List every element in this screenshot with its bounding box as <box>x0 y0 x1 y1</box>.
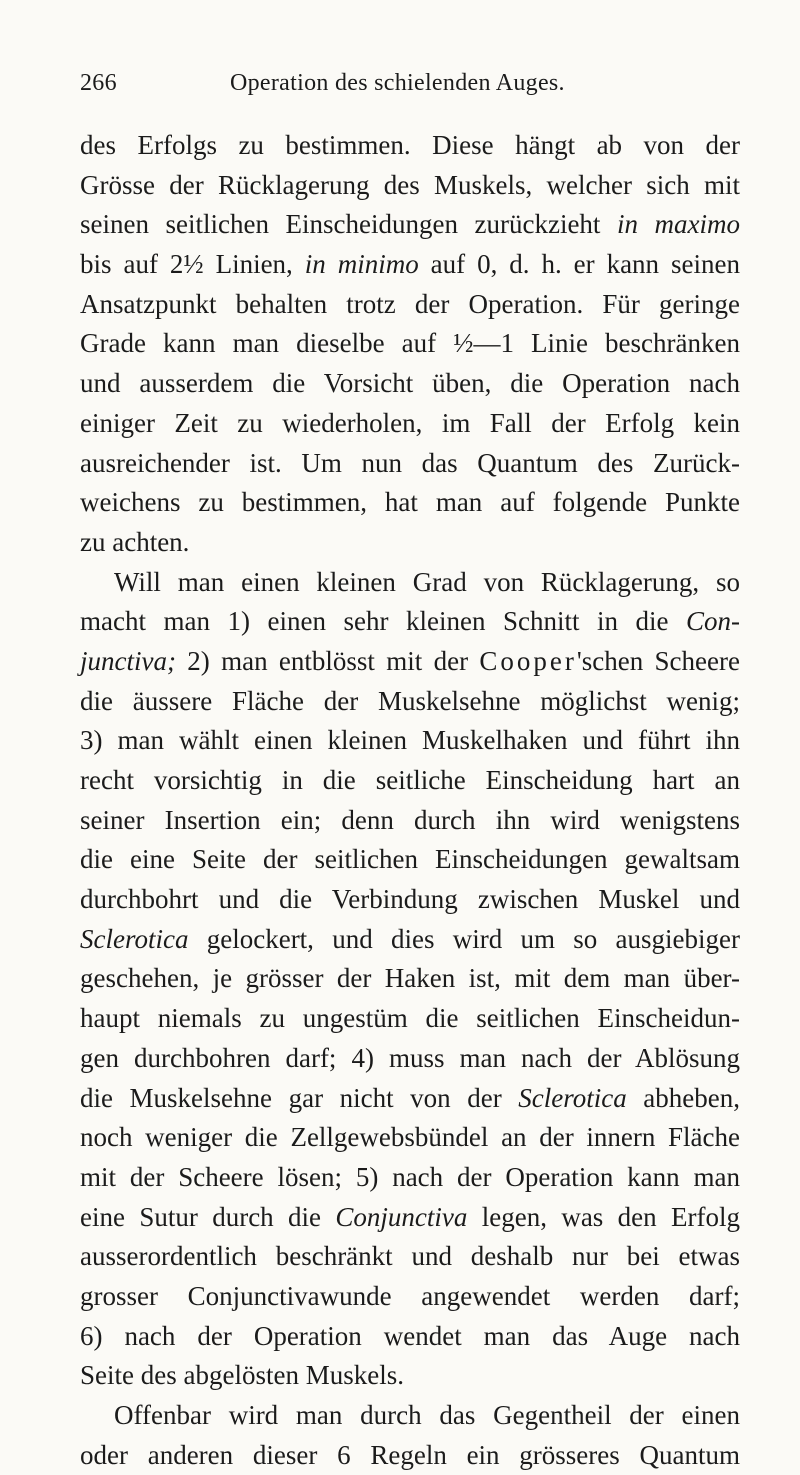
text-line <box>80 245 740 285</box>
text-line <box>80 959 740 999</box>
line-text: Will man einen kleinen Grad von Rücklagerung, so <box>114 566 740 597</box>
line-text: 3) man wählt einen kleinen Muskelhaken und führt ihn <box>80 725 740 756</box>
text-line <box>80 801 740 841</box>
line-text: seinen seitlichen Einscheidungen zurückzieht <box>80 209 617 240</box>
line-text: geschehen, je grösser der Haken ist, mit dem man über- <box>80 963 740 994</box>
italic-term: Conjunctiva <box>335 1201 468 1232</box>
line-text: oder anderen dieser 6 Regeln ein grösseres Quantum <box>80 1439 740 1470</box>
text-line <box>80 1277 740 1317</box>
page-header <box>80 70 740 116</box>
spaced-name: Cooper <box>479 645 577 676</box>
line-text: durchbohrt und die Verbindung zwischen Muskel und <box>80 884 740 915</box>
text-line <box>80 444 740 484</box>
text-line <box>80 1198 740 1238</box>
text-line <box>80 1436 740 1475</box>
line-text: eine Sutur durch die <box>80 1201 336 1232</box>
text-line <box>80 880 740 920</box>
italic-term: junctiva; <box>80 645 176 676</box>
text-line <box>80 1039 740 1079</box>
italic-term: in maximo <box>616 209 741 240</box>
text-line <box>80 563 740 603</box>
text-line <box>80 721 740 761</box>
line-text: zu achten. <box>80 526 190 557</box>
text-line <box>80 1118 740 1158</box>
line-text: 2) man entblösst mit der <box>175 645 480 676</box>
text-line <box>80 1317 740 1357</box>
line-text: seiner Insertion ein; denn durch ihn wird wenigstens <box>80 804 740 835</box>
line-text: die äussere Fläche der Muskelsehne möglichst wenig; <box>80 685 740 716</box>
text-line <box>80 642 740 682</box>
line-text: mit der Scheere lösen; 5) nach der Operation kann man <box>80 1161 740 1192</box>
text-line <box>80 483 740 523</box>
line-text: Offenbar wird man durch das Gegentheil der einen <box>114 1400 740 1430</box>
line-text: legen, was den Erfolg <box>467 1201 740 1232</box>
text-line <box>80 1237 740 1277</box>
text-line <box>80 126 740 166</box>
line-text: recht vorsichtig in die seitliche Einscheidung hart an <box>80 765 740 795</box>
line-text: und ausserdem die Vorsicht üben, die Operation nach <box>80 368 740 399</box>
line-text: abheben, <box>626 1082 740 1113</box>
text-line <box>80 682 740 722</box>
line-text: macht man 1) einen sehr kleinen Schnitt in die <box>80 606 686 637</box>
text-line <box>80 602 740 642</box>
line-text: gen durchbohren darf; 4) muss man nach der Ablösung <box>80 1042 740 1073</box>
line-text: auf 0, d. h. er kann seinen <box>418 249 740 280</box>
line-text: Grade kann man dieselbe auf ½—1 Linie beschränken <box>80 328 740 359</box>
text-line <box>80 1158 740 1198</box>
line-text: Seite des abgelösten Muskels. <box>80 1360 404 1391</box>
line-text: Ansatzpunkt behalten trotz der Operation. Für geringe <box>80 288 740 319</box>
line-text: haupt niemals zu ungestüm die seitlichen Einscheidun- <box>80 1003 740 1034</box>
text-line <box>80 920 740 960</box>
italic-term: Con- <box>686 606 740 637</box>
text-line <box>80 523 740 563</box>
line-text: grosser Conjunctivawunde angewendet werden darf; <box>80 1280 740 1311</box>
line-text: die eine Seite der seitlichen Einscheidungen gewaltsam <box>80 844 740 875</box>
text-line <box>80 840 740 880</box>
line-text: bis auf 2½ Linien, <box>80 249 305 280</box>
line-text: 'schen Scheere <box>576 645 740 676</box>
line-text: die Muskelsehne gar nicht von der <box>80 1082 519 1113</box>
text-line <box>80 1396 740 1436</box>
text-line <box>80 205 740 245</box>
italic-term: Sclerotica <box>80 923 189 954</box>
text-line <box>80 761 740 801</box>
line-text: einiger Zeit zu wiederholen, im Fall der Erfolg kein <box>80 407 740 438</box>
line-text: noch weniger die Zellgewebsbündel an der innern Fläche <box>80 1122 740 1153</box>
text-line <box>80 999 740 1039</box>
text-line <box>80 166 740 206</box>
text-line <box>80 1079 740 1119</box>
line-text: Grösse der Rücklagerung des Muskels, welcher sich mit <box>80 169 740 200</box>
line-text: gelockert, und dies wird um so ausgiebiger <box>188 923 740 954</box>
italic-term: in minimo <box>304 249 419 280</box>
text-line <box>80 404 740 444</box>
line-text: ausreichender ist. Um nun das Quantum des Zurück- <box>80 447 740 478</box>
text-line <box>80 1356 740 1396</box>
line-text: weichens zu bestimmen, hat man auf folgende Punkte <box>80 487 740 518</box>
text-line <box>80 285 740 325</box>
running-title: Operation des schielenden Auges. <box>230 70 565 96</box>
line-text: ausserordentlich beschränkt und deshalb nur bei etwas <box>80 1241 740 1272</box>
line-text: des Erfolgs zu bestimmen. Diese hängt ab von der <box>80 130 740 160</box>
text-line <box>80 324 740 364</box>
text-line <box>80 364 740 404</box>
page-number: 266 <box>80 70 117 96</box>
italic-term: Sclerotica <box>518 1082 627 1113</box>
line-text: 6) nach der Operation wendet man das Auge nach <box>80 1320 740 1351</box>
body-text <box>80 126 740 1475</box>
